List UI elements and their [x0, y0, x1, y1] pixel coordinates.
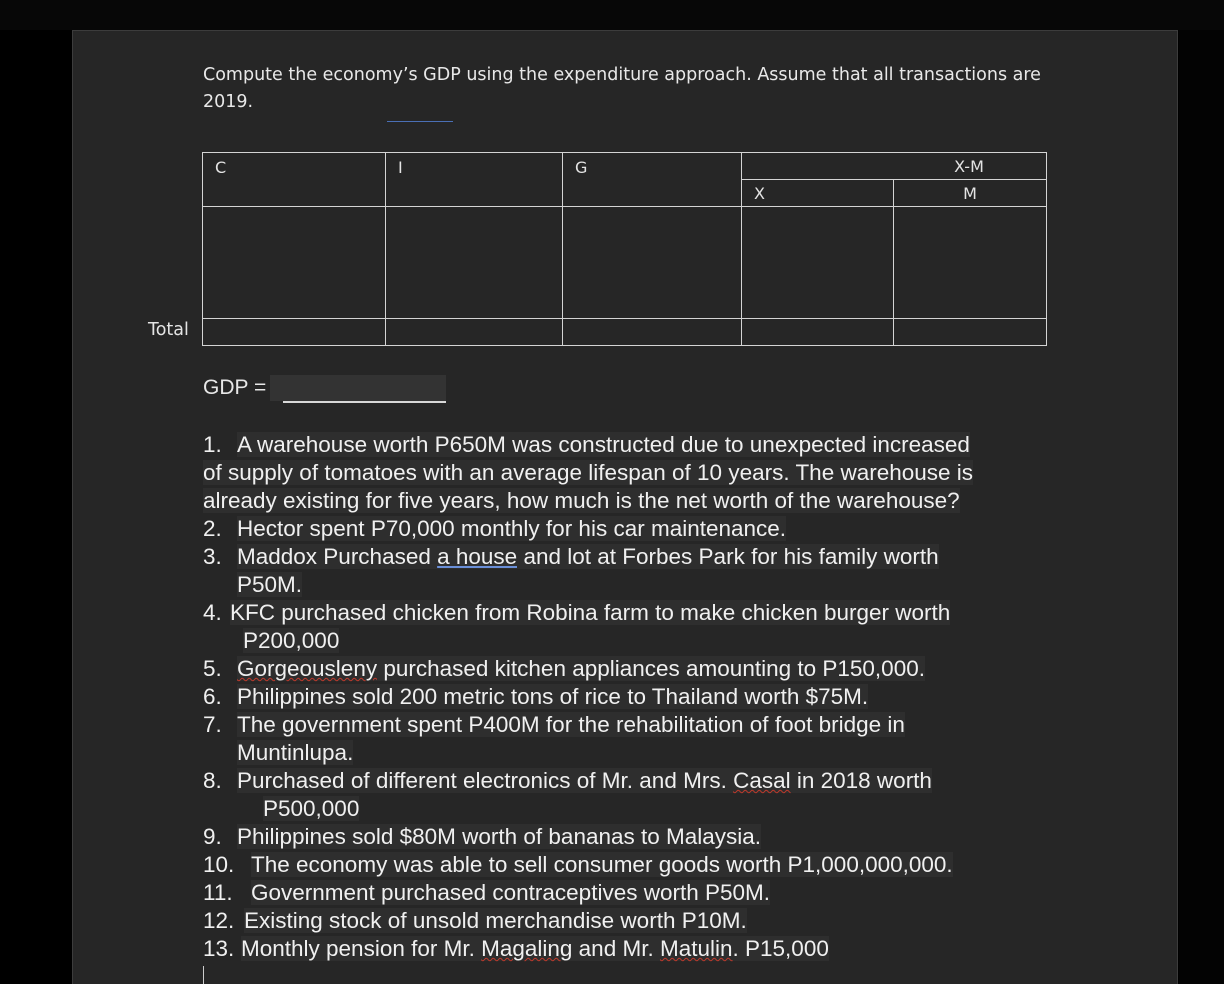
- item-number: 12.: [203, 908, 235, 933]
- item-text: Muntinlupa.: [237, 740, 354, 765]
- header-i: I: [386, 153, 563, 207]
- item-text: KFC purchased chicken from Robina farm to make chicken burger worth: [230, 600, 951, 625]
- list-item-3-cont: [203, 571, 1063, 599]
- gdp-answer-blank: [283, 401, 446, 403]
- cell-g[interactable]: [563, 207, 742, 319]
- text-cursor: [203, 966, 204, 984]
- window-top-bar: [0, 0, 1224, 30]
- misspelled-word: Matulin: [659, 936, 733, 961]
- item-number: 1.: [203, 432, 222, 457]
- instruction-line-1: Compute the economy’s GDP using the expenditure approach. Assume that all transactions are: [203, 65, 1041, 85]
- list-item-8-cont: [203, 795, 1063, 823]
- transaction-list: [203, 431, 1063, 963]
- item-text: Monthly pension for Mr.: [241, 936, 482, 961]
- item-number: 6.: [203, 684, 222, 709]
- misspelled-word: Gorgeousleny: [237, 656, 378, 681]
- item-text: in 2018 worth: [790, 768, 932, 793]
- item-text: P200,000: [243, 628, 340, 653]
- misspelled-word: Casal: [733, 768, 791, 793]
- total-x[interactable]: [742, 319, 894, 346]
- header-g: G: [563, 153, 742, 207]
- list-item-9: [203, 823, 1063, 851]
- list-item-6: [203, 683, 1063, 711]
- item-number: 11.: [203, 880, 233, 905]
- item-number: 4.: [203, 600, 222, 625]
- list-item-1: [203, 431, 1063, 459]
- item-text: Maddox Purchased: [237, 544, 438, 569]
- header-x: X: [742, 180, 894, 207]
- total-i[interactable]: [386, 319, 563, 346]
- item-text: and Mr.: [572, 936, 660, 961]
- cell-m[interactable]: [894, 207, 1047, 319]
- item-text: of supply of tomatoes with an average lifespan of 10 years. The warehouse is: [203, 460, 974, 485]
- list-item-10: [203, 851, 1063, 879]
- hyperlink-underline: [387, 121, 453, 122]
- underlined-text: a house: [437, 544, 518, 569]
- instruction-line-2: 2019.: [203, 92, 254, 112]
- item-number: 9.: [203, 824, 222, 849]
- item-text: The economy was able to sell consumer goods worth P1,000,000,000.: [251, 852, 953, 877]
- instruction-text: [203, 62, 1063, 116]
- list-item-8: [203, 767, 1063, 795]
- total-g[interactable]: [563, 319, 742, 346]
- item-text: Existing stock of unsold merchandise worth P10M.: [244, 908, 747, 933]
- item-number: 10.: [203, 852, 235, 877]
- misspelled-word: Magaling: [481, 936, 573, 961]
- list-item-13: [203, 935, 1063, 963]
- list-item-7: [203, 711, 1063, 739]
- header-xm: X-M: [742, 153, 1047, 180]
- gdp-expenditure-table: [202, 152, 1047, 346]
- total-label: Total: [148, 320, 189, 340]
- cell-c[interactable]: [203, 207, 386, 319]
- header-c: C: [203, 153, 386, 207]
- item-text: Hector spent P70,000 monthly for his car maintenance.: [237, 516, 787, 541]
- total-m[interactable]: [894, 319, 1047, 346]
- item-number: 5.: [203, 656, 222, 681]
- cell-i[interactable]: [386, 207, 563, 319]
- total-c[interactable]: [203, 319, 386, 346]
- item-text: Government purchased contraceptives worth P50M.: [251, 880, 771, 905]
- item-number: 2.: [203, 516, 222, 541]
- list-item-4-cont: [203, 627, 1063, 655]
- item-text: Philippines sold $80M worth of bananas to Malaysia.: [237, 824, 762, 849]
- item-number: 13.: [203, 936, 235, 961]
- item-number: 7.: [203, 712, 222, 737]
- item-text: already existing for five years, how much is the net worth of the warehouse?: [203, 488, 960, 513]
- table-header-row: [203, 153, 1047, 180]
- table-entry-row: [203, 207, 1047, 319]
- right-margin: [1179, 30, 1224, 984]
- list-item-12: [203, 907, 1063, 935]
- gdp-label: GDP =: [203, 376, 267, 399]
- header-m: M: [894, 180, 1047, 207]
- list-item-11: [203, 879, 1063, 907]
- item-number: 8.: [203, 768, 222, 793]
- item-number: 3.: [203, 544, 222, 569]
- item-text: P50M.: [237, 572, 303, 597]
- gdp-answer-field[interactable]: [270, 375, 446, 401]
- cell-x[interactable]: [742, 207, 894, 319]
- item-text: and lot at Forbes Park for his family worth: [517, 544, 939, 569]
- list-item-2: [203, 515, 1063, 543]
- list-item-3: [203, 543, 1063, 571]
- item-text: Purchased of different electronics of Mr. and Mrs.: [237, 768, 734, 793]
- item-text: . P15,000: [732, 936, 829, 961]
- list-item-1-cont: [203, 487, 1063, 515]
- list-item-7-cont: [203, 739, 1063, 767]
- item-text: The government spent P400M for the rehabilitation of foot bridge in: [237, 712, 905, 737]
- item-text: A warehouse worth P650M was constructed due to unexpected increased: [237, 432, 970, 457]
- list-item-5: [203, 655, 1063, 683]
- list-item-1-cont: [203, 459, 1063, 487]
- table-total-row: [203, 319, 1047, 346]
- item-text: P500,000: [263, 796, 360, 821]
- item-text: Philippines sold 200 metric tons of rice to Thailand worth $75M.: [237, 684, 869, 709]
- list-item-4: [203, 599, 1063, 627]
- item-text: purchased kitchen appliances amounting to P150,000.: [377, 656, 925, 681]
